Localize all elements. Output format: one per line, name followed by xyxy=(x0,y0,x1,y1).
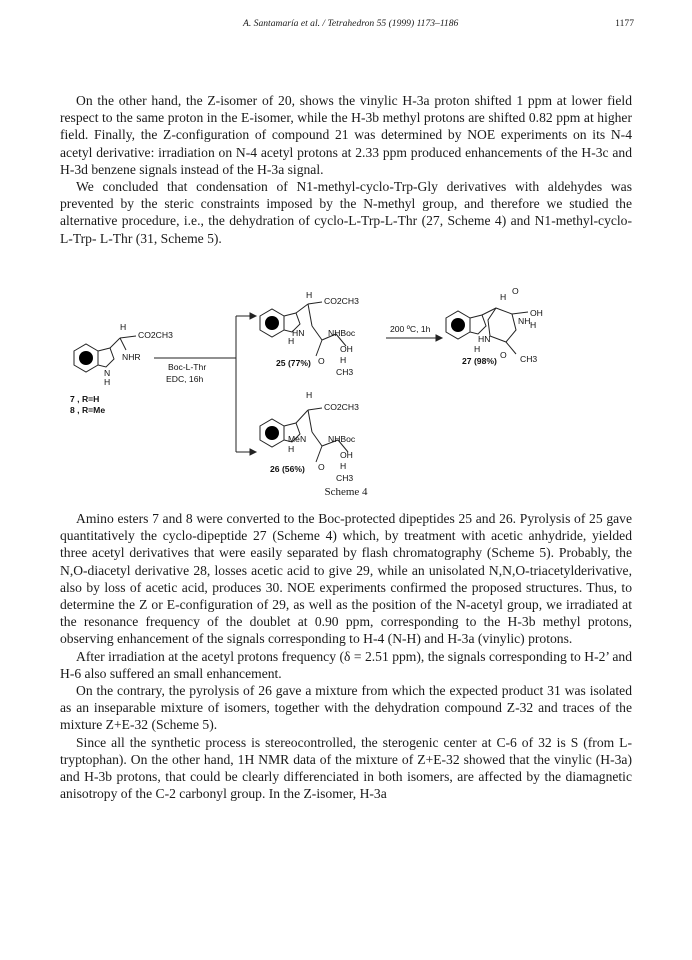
scheme-4-structures xyxy=(60,286,632,486)
atom-ch3: CH3 xyxy=(336,473,354,483)
label-26: 26 (56%) xyxy=(270,464,305,474)
atom-h: H xyxy=(288,444,295,454)
atom-h: H xyxy=(340,461,347,471)
atom-nhboc: NHBoc xyxy=(328,434,356,444)
body-text-top xyxy=(60,92,632,247)
atom-o: O xyxy=(318,356,325,366)
paragraph: Since all the synthetic process is stereocontrolled, the sterogenic center at C-6 of 32 is S (from L-tryptophan). On the other hand, 1H NMR data of the mixture of Z+E-32 showed that the vinylic (H-3a) and H-3b protons, that could be clearly differenciated in both isomers, are affected by the diamagnetic anisotropy of the C-2 carbonyl group. In the Z-isomer, H-3a xyxy=(60,734,632,802)
body-text-bottom xyxy=(60,510,632,802)
atom-co2ch3: CO2CH3 xyxy=(138,330,173,340)
label-8: 8 , R=Me xyxy=(70,405,106,415)
compound-25-structure xyxy=(260,290,359,377)
atom-h: H xyxy=(530,320,537,330)
atom-co2ch3: CO2CH3 xyxy=(324,402,359,412)
atom-hn: HN xyxy=(292,328,305,338)
paragraph: On the contrary, the pyrolysis of 26 gave a mixture from which the expected product 31 was isolated as an inseparable mixture of isomers, together with the dehydration compound Z-32 and traces of the mixture Z+E-32 (Scheme 5). xyxy=(60,683,632,733)
atom-h: H xyxy=(306,290,313,300)
atom-oh: OH xyxy=(340,450,353,460)
atom-h: H xyxy=(474,344,481,354)
atom-co2ch3: CO2CH3 xyxy=(324,296,359,306)
reagent-boc-thr: Boc-L-Thr xyxy=(168,362,207,372)
atom-h: H xyxy=(340,355,347,365)
compound-26-structure xyxy=(260,390,359,483)
page-number: 1177 xyxy=(615,18,634,29)
paragraph: We concluded that condensation of N1-methyl-cyclo-Trp-Gly derivatives with aldehydes was prevented by the steric constraints imposed by the N-methyl group, and therefore we studied the alternative procedure, i.e., the dehydration of cyclo-L-Trp-L-Thr (27, Scheme 4) and N1-methyl-cyclo-L-Trp- L-Thr (31, Scheme 5). xyxy=(60,179,632,246)
atom-oh: OH xyxy=(530,308,543,318)
reagent-edc: EDC, 16h xyxy=(166,374,204,384)
atom-h: H xyxy=(104,377,111,387)
atom-o: O xyxy=(318,462,325,472)
label-27: 27 (98%) xyxy=(462,356,497,366)
running-citation: A. Santamaría et al. / Tetrahedron 55 (1999) 1173–1186 xyxy=(243,18,459,29)
atom-ch3: CH3 xyxy=(336,367,354,377)
atom-o: O xyxy=(512,286,519,296)
scheme-4-figure xyxy=(60,286,632,502)
reagent-heat: 200 ºC, 1h xyxy=(390,324,431,334)
label-7: 7 , R=H xyxy=(70,394,100,404)
atom-h: H xyxy=(120,322,127,332)
atom-nh: NH xyxy=(518,316,531,326)
atom-h: H xyxy=(306,390,313,400)
paragraph: Amino esters 7 and 8 were converted to the Boc-protected dipeptides 25 and 26. Pyrolysis of 25 gave quantitatively the cyclo-dipeptide 27 (Scheme 4) which, by treatment with acetic anhydride, yielded three acetyl derivatives that were easily separated by flash chromatography (Scheme 5). Probably, the N,O-diacetyl derivative 28, losses acetic acid to give 29, while an unisolated N,N,O-triacetylderivative, also by loss of acetic acid, produces 30. NOE experiments confirmed the proposed structures. Thus, to determine the Z or E-configuration of 29, as well as the position of the N-acetyl group, we irradiated at the resonance frequency of the doublet at 0.90 ppm, corresponding to the H-3b methyl protons, observing enhancement of the signals corresponding to H-4 (N-H) and H-3a (vinylic) protons. xyxy=(60,511,632,647)
paragraph: After irradiation at the acetyl protons frequency (δ = 2.51 ppm), the signals corresponding to H-2’ and H-6 also suffered an small enhancement. xyxy=(60,648,632,681)
atom-nhboc: NHBoc xyxy=(328,328,356,338)
scheme-caption: Scheme 4 xyxy=(324,486,368,498)
running-header xyxy=(60,18,634,34)
atom-men: MeN xyxy=(288,434,307,444)
atom-ch3: CH3 xyxy=(520,354,538,364)
atom-o: O xyxy=(500,350,507,360)
reaction-arrow-pyrolysis xyxy=(386,324,442,341)
atom-h: H xyxy=(288,336,295,346)
compound-7-8-structure xyxy=(70,322,173,415)
atom-h: H xyxy=(500,292,507,302)
atom-oh: OH xyxy=(340,344,353,354)
label-25: 25 (77%) xyxy=(276,358,311,368)
atom-n: N xyxy=(104,368,111,378)
atom-hn: HN xyxy=(478,334,491,344)
compound-27-structure xyxy=(446,286,543,366)
atom-nhr: NHR xyxy=(122,352,141,362)
paragraph: On the other hand, the Z-isomer of 20, shows the vinylic H-3a proton shifted 1 ppm at lower field respect to the same proton in the E-isomer, while the H-3b methyl protons are shifted 0.82 ppm at higher field. Finally, the Z-configuration of compound 21 was determined by NOE experiments on its N-4 acetyl derivative: irradiation on N-4 acetyl protons at 2.33 ppm produced enhancements of the H-3c and H-3d benzene signals instead of the H-3a signal. xyxy=(60,93,632,177)
